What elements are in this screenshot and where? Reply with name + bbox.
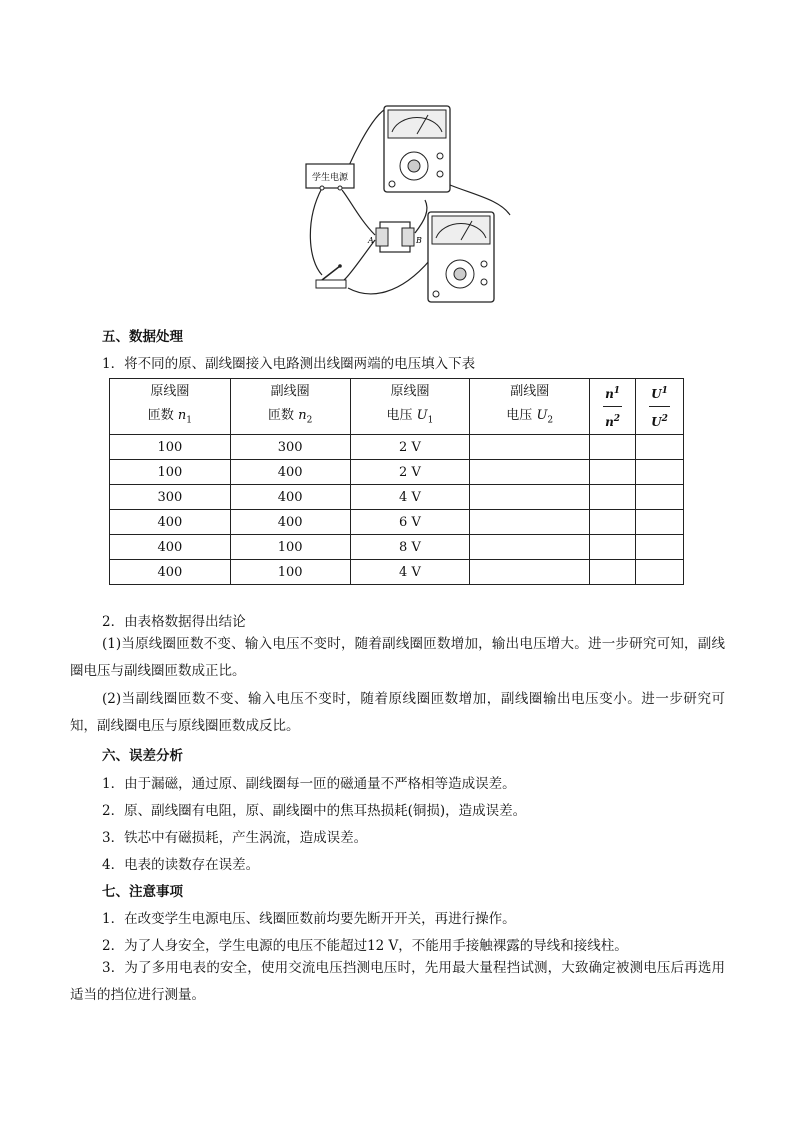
voltage-table [109, 378, 684, 585]
header-secondary-voltage: 副线圈 电压 $U_2$ [470, 379, 590, 435]
conclusion-para-1: (1)当原线圈匝数不变、输入电压不变时，随着副线圈匝数增加，输出电压增大。进一步研究可知，副线圈电压与副线圈匝数成正比。 [70, 636, 725, 679]
section5-item2: 2．由表格数据得出结论 [102, 614, 246, 630]
power-supply [306, 164, 354, 190]
error-item-2: 2．原、副线圈有电阻，原、副线圈中的焦耳热损耗(铜损)，造成误差。 [102, 803, 527, 819]
section5-item1: 1．将不同的原、副线圈接入电路测出线圈两端的电压填入下表 [102, 356, 476, 372]
header-turns-ratio: $\frac{n^1}{n^2}$ [590, 379, 636, 435]
section5-title: 五、数据处理 [102, 329, 183, 345]
table-row: 400 400 6 V [110, 510, 684, 535]
header-primary-voltage: 原线圈 电压 $U_1$ [350, 379, 470, 435]
power-supply-label: 学生电源 [311, 173, 349, 183]
table-row: 100 300 2 V [110, 435, 684, 460]
conclusion-para-2: (2)当副线圈匝数不变、输入电压不变时，随着原线圈匝数增加，副线圈输出电压变小。进一步研究可知，副线圈电压与原线圈匝数成反比。 [70, 691, 725, 734]
label-a: A [368, 236, 374, 245]
multimeter-bottom [428, 212, 494, 302]
label-b: B [416, 236, 422, 245]
header-voltage-ratio: $\frac{U^1}{U^2}$ [636, 379, 684, 435]
error-item-1: 1．由于漏磁，通过原、副线圈每一匝的磁通量不严格相等造成误差。 [102, 776, 516, 792]
multimeter-top [384, 106, 450, 192]
header-secondary-turns: 副线圈 匝数 $n_2$ [230, 379, 350, 435]
circuit-diagram [300, 100, 525, 310]
note-item-2: 2．为了人身安全，学生电源的电压不能超过12 V，不能用手接触裸露的导线和接线柱。 [102, 938, 628, 954]
section6-title: 六、误差分析 [102, 748, 183, 764]
error-item-4: 4．电表的读数存在误差。 [102, 857, 260, 873]
switch [316, 264, 346, 288]
error-item-3: 3．铁芯中有磁损耗，产生涡流，造成误差。 [102, 830, 368, 846]
table-row: 400 100 8 V [110, 535, 684, 560]
header-primary-turns: 原线圈 匝数 $n_1$ [110, 379, 231, 435]
table-row: 400 100 4 V [110, 560, 684, 585]
note-item-3: 3．为了多用电表的安全，使用交流电压挡测电压时，先用最大量程挡试测，大致确定被测电压后再选用适当的挡位进行测量。 [70, 960, 725, 1003]
table-row: 300 400 4 V [110, 485, 684, 510]
section7-title: 七、注意事项 [102, 884, 183, 900]
note-item-1: 1．在改变学生电源电压、线圈匝数前均要先断开开关，再进行操作。 [102, 911, 516, 927]
table-header-row [110, 379, 684, 435]
table-row: 100 400 2 V [110, 460, 684, 485]
transformer [367, 222, 422, 252]
